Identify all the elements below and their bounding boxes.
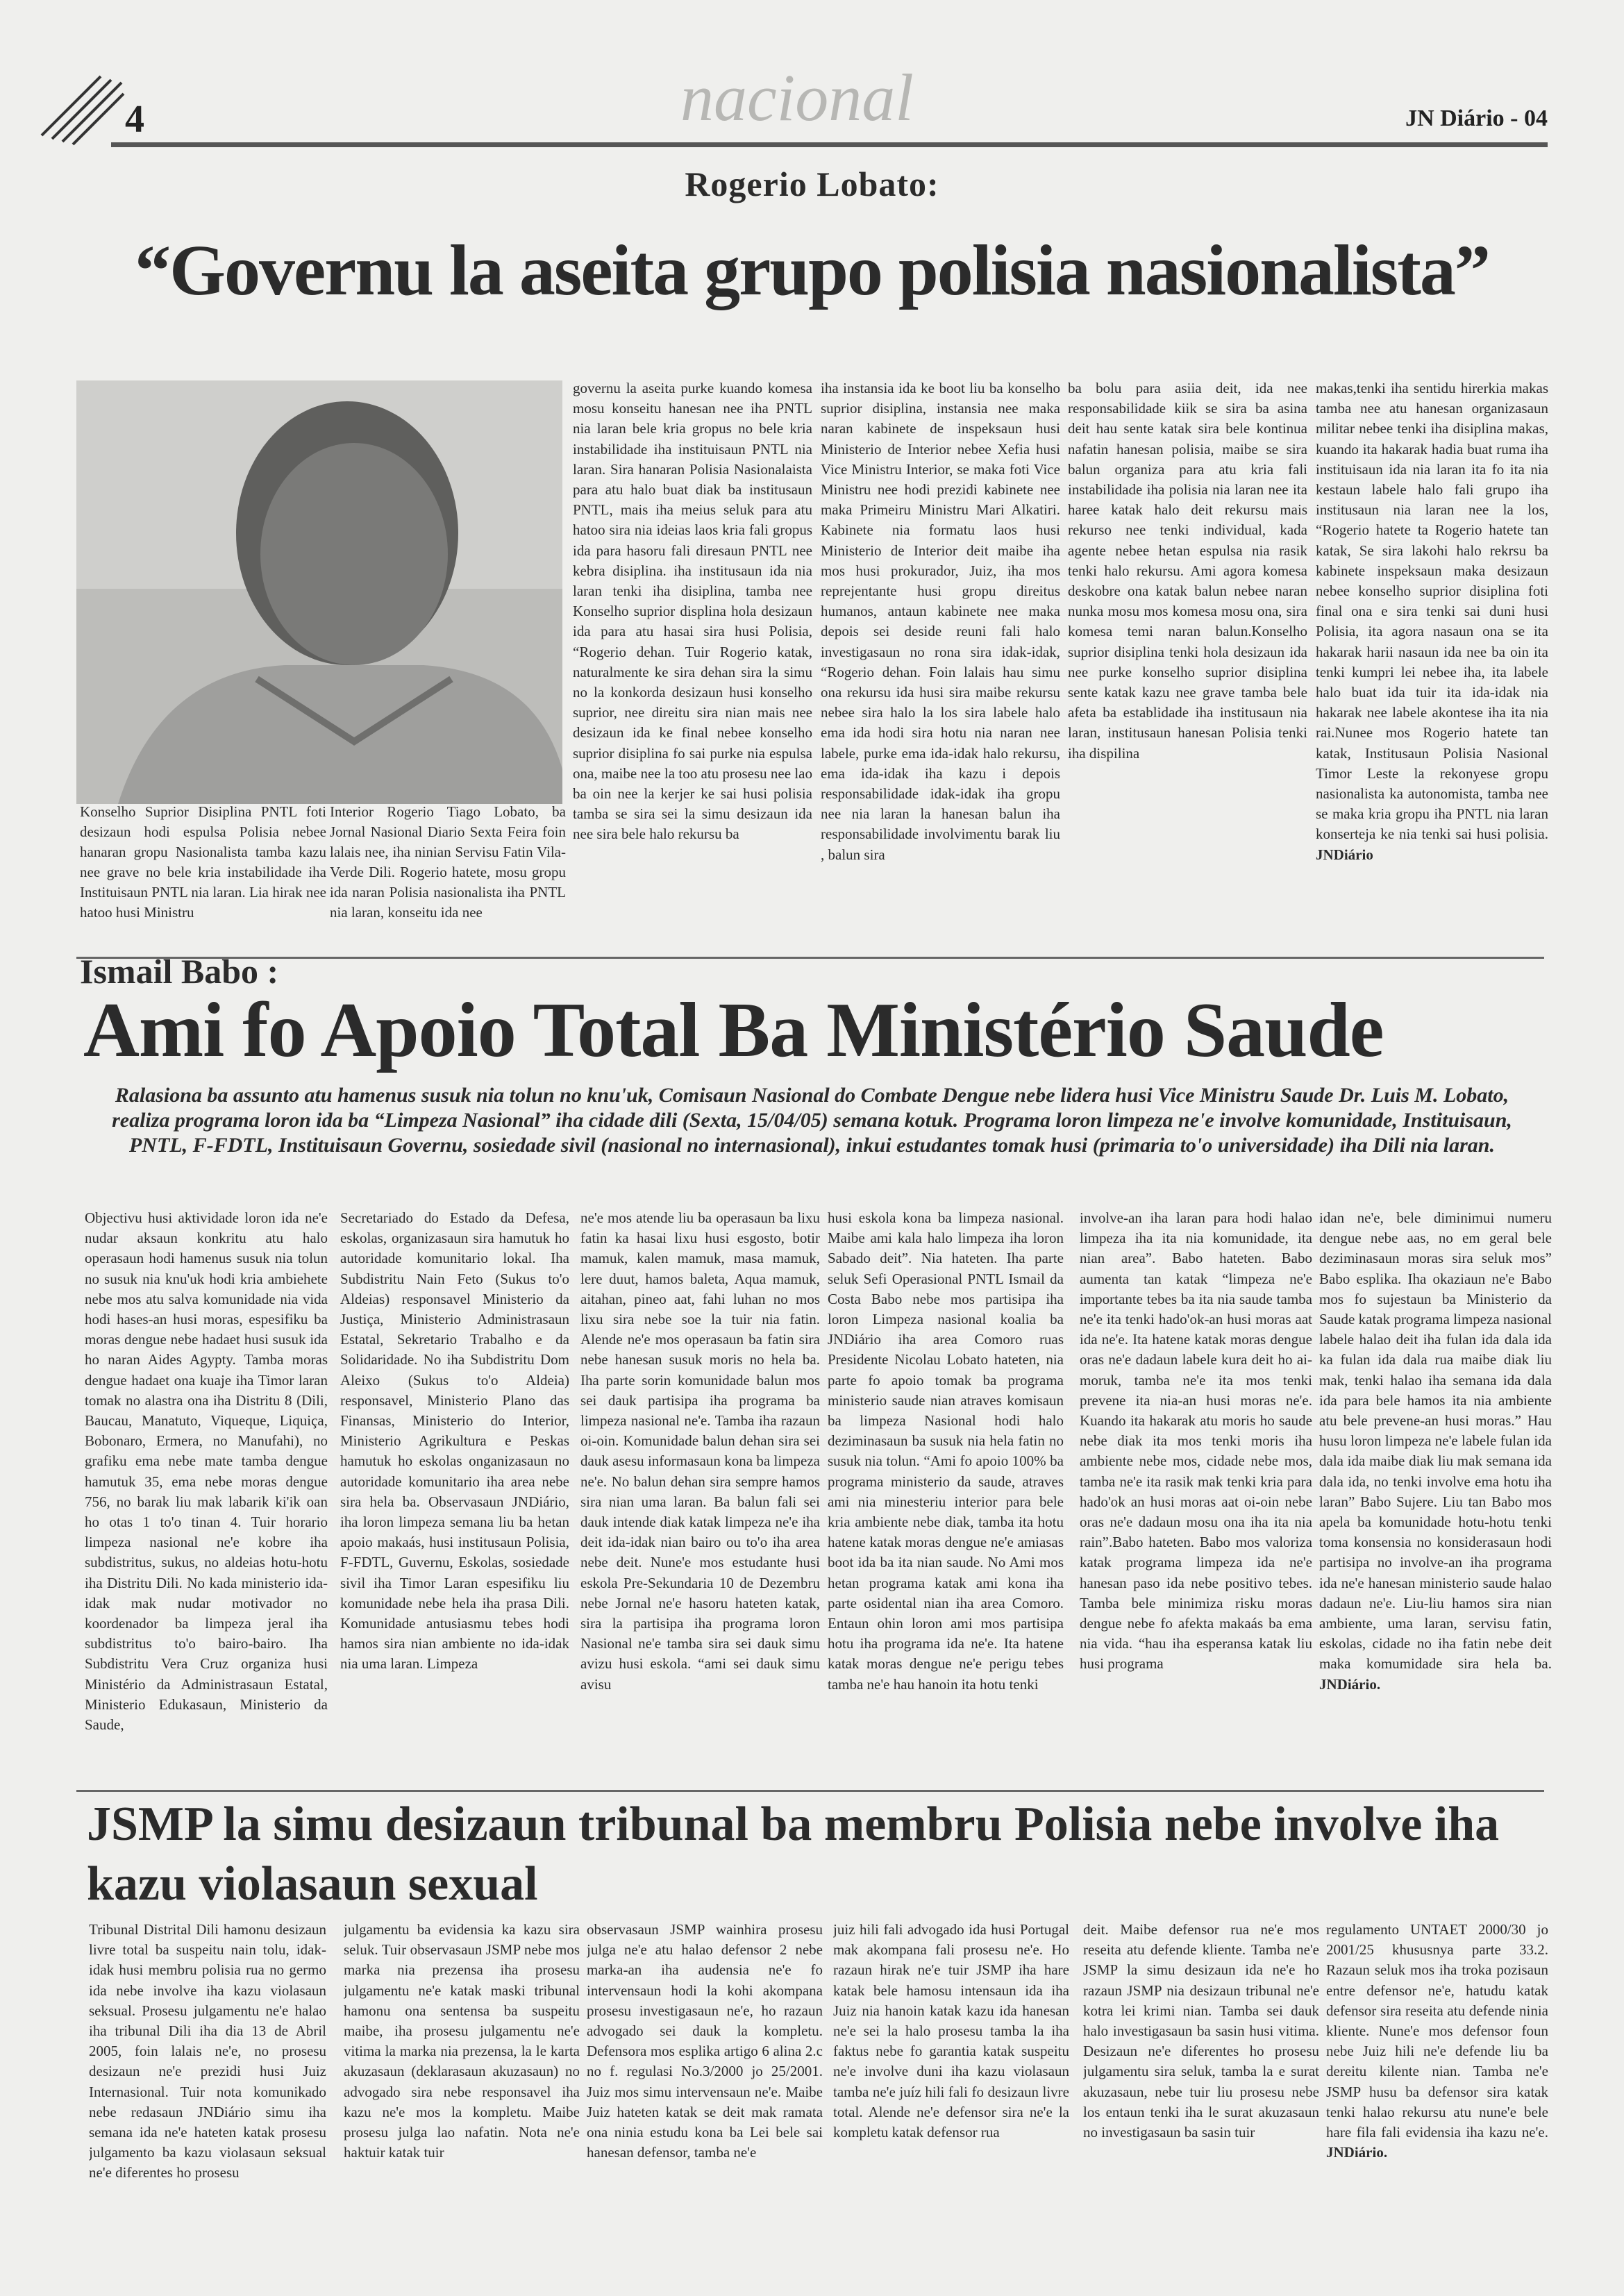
story2-column-6-text: idan ne'e, bele diminimui numeru dengue nebe aas, no em geral bele deziminasaun moras sira seluk mos” Babo esplika. Iha okaziaun ne'e Babo mos fo sujestaun ba Ministerio da Saude katak programa limpeza nasional labele halao deit iha fulan ida dala ida ka fulan ida dala rua maibe diak liu mak, tenki halao iha semana ida dala ida para bele hamos ita nia ambiente atu bele prevene-an husi moras.” Hau husu loron limpeza ne'e labele fulan ida dala ida maibe diak liu mak semana ida dala ida, no tenki involve ema hotu iha laran” Babo Sujere. Liu tan Babo mos apela ba komunidade hotu-hotu tenki toma konsensia no konsiderasaun hodi partisipa no involve-an iha programa ida ne'e hanesan ministerio saude halao dadaun ne'e. Liu-liu hamos sira nian ambiente, uma laran, servisu fatin, eskolas, cidade no iha fatin nebe deit maka komumidade sira hela ba. bbox=[1319, 1209, 1552, 1673]
portrait-photo bbox=[76, 380, 562, 804]
story3-column-1: Tribunal Distrital Dili hamonu desizaun livre total ba suspeitu nain tolu, idak-idak husi membru polisia rua no germo ida nebe involve iha kazu violasaun seksual. Prosesu julgamentu ne'e halao iha tribunal Dili iha dia 13 de Abril 2005, foin lalais ne'e, no prosesu desizaun ne'e prezidi husi Juiz Internasional. Tuir nota komunikado nebe redasaun JNDiário simu iha semana ida ne'e hateten katak prosesu julgamento ba kazu violasaun seksual ne'e diferentes ho prosesu bbox=[89, 1921, 326, 2181]
story1-headline: “Governu la aseita grupo polisia nasionalista” bbox=[135, 231, 1489, 310]
photo-caption-col2: Interior Rogerio Tiago Lobato, ba Jornal Nasional Diario Sexta Feira foin lalais nee, iha ninian Servisu Fatin Vila-Verde Dili. Rogerio hatete, mosu gropu ida naran Polisia nasionalista iha PNTL nia laran, konseitu ida nee bbox=[330, 803, 566, 921]
story1-column-3: ba bolu para asiia deit, ida nee responsabilidade kiik se sira ba asina deit hau sente katak sira bele kontinua nafatin hanesan polisia, maibe se sira balun organiza para atu kria fali instabilidade iha polisia nia laran nee ita haree katak halo deit rekursu mais rekurso nee tenki individual, kada agente nebee hetan espulsa nia rasik tenki halo rekursu. Ami agora komesa deskobre ona katak balun nebee naran nunka mosu mos komesa mosu ona, sira komesa temi naran balun.Konselho suprior disiplina tenki hola desizaun ida nee purke konselho suprior disiplina sente katak kazu nee grave tamba bele afeta ba establidade iha institusaun nia laran, institusaun hanesan Polisia tenki iha dispilina bbox=[1068, 380, 1307, 762]
story2-column-5: involve-an iha laran para hodi halao limpeza iha ita nia komunidade, ita nian area”. Babo hateten. Babo aumenta tan katak “limpeza ne'e importante tebes ba ita nia saude tamba ne'e ita tenki hado'ok-an husi moras aat ida ne'e. Ita hatene katak moras dengue oras ne'e dadaun labele kura deit ho ai-moruk, tamba ne'e ita mos tenki prevene ita nia-an husi moras ne'e. Kuando ita hakarak atu moris ho saude nebe diak ita mos tenki moris iha ambiente nebe mos, cidade nebe mos, tamba ne'e ita rasik mak tenki kria para hado'ok an husi moras aat oi-oin nebe oras ne'e dadaun mosu ona iha ita nia rain”.Babo hateten. Babo mos valoriza katak programa limpeza ida ne'e hanesan paso ida nebe positivo tebes. Tamba bele minimiza risku moras dengue nebe fo afekta makaás ba ema nia vida. “hau iha esperansa katak liu husi programa bbox=[1080, 1209, 1312, 1673]
story2-column-2: Secretariado do Estado da Defesa, eskolas, organizasaun sira hamutuk ho autoridade komunitario lokal. Iha Subdistritu Nain Feto (Sukus to'o Aldeias) responsavel Ministerio da Justiça, Ministerio Administrasaun Estatal, Sekretario Trabalho e da Solidaridade. No iha Subdistritu Dom Aleixo (Sukus to'o Aldeia) responsavel, Ministerio Plano das Finansas, Ministerio do Interior, Ministerio Agrikultura e Peskas hamutuk ho eskolas onganizasaun no autoridade komunitario iha area nebe sira hela ba. Observasaun JNDiário, iha loron limpeza semana liu ba hetan apoio makaás, husi institusaun Polisia, F-FDTL, Guvernu, Eskolas, sosiedade sivil iha Timor Laran espesifiku liu komunidade nebe hela iha prasa Dili. Komunidade antusiasmu tebes hodi hamos sira nian ambiente no ida-idak nia uma laran. Limpeza bbox=[340, 1209, 569, 1673]
story1-signature: JNDiário bbox=[1316, 846, 1373, 863]
story3-column-4: juiz hili fali advogado ida husi Portugal mak akompana fali prosesu ne'e. Ho razaun hirak ne'e tuir JSMP iha hare katak bele hamosu intensaun ida iha Juiz nia hanoin katak kazu ida hanesan ne'e sei la halo prosesu tamba la iha faktus nebe fo garantia katak suspeitu ne'e involve duni iha kazu violasaun tamba ne'e juíz hili fali fo desizaun livre total. Alende ne'e defensor sira ne'e la kompletu katak defensor rua bbox=[833, 1921, 1069, 2141]
story1-column-4-text: makas,tenki iha sentidu hirerkia makas tamba nee atu hanesan organizasaun militar nebee tenki iha disiplina makas, kuando ita hakarak hadia buat ruma iha instituisaun ida nia laran ita fo ita nia kestaun labele halo fali grupo iha institusaun nia laran nee la los, “Rogerio hatete ta Rogerio hatete tan katak, Se sira lakohi halo rekrsu ba kabinete inspeksaun maka desizaun nebee konselho suprior disiplina foti final ona e sira tenki sai duni husi Polisia, ita agora nasaun ona se ita hakarak harii nasaun ida nee ba oin ita tenki kumpri lei nebee iha, ita labele halo buat ida tuir ita ida-idak nia hakarak nee labele akontese iha ita nia rai.Nunee mos Rogerio hatete tan katak, Institusaun Polisia Nasional Timor Leste la rekonyese gropu nasionalista ka autonomista, tamba nee se maka kria gropu iha PNTL nia laran konserteja ke nia tenki sai husi polisia. bbox=[1316, 380, 1548, 843]
story2-headline: Ami fo Apoio Total Ba Ministério Saude bbox=[83, 987, 1384, 1073]
story3-column-2: julgamentu ba evidensia ka kazu sira seluk. Tuir observasaun JSMP nebe mos marka nia prezensa iha prosesu julgamentu ne'e katak maski tribunal hamonu ona sentensa ba suspeitu maibe, iha prosesu julgamentu ne'e vitima la marka nia prezensa, la le karta akuzasaun (deklarasaun akuzasaun) no advogado sira nebe responsavel iha kazu ne'e mos la kompletu. Maibe prosesu julga lao nafatin. Nota ne'e haktuir katak tuir bbox=[344, 1921, 580, 2161]
story3-rule bbox=[76, 1790, 1544, 1792]
story1-column-2: iha instansia ida ke boot liu ba konselho suprior disiplina, instansia nee maka naran kabinete de inspeksaun husi Ministerio de Interior nebee Xefia husi Vice Ministru Interior, se maka foti Vice Ministru nee hodi prezidi kabinete nee maka Primeiru Ministru Mari Alkatiri. Kabinete nia formatu laos husi Ministerio de Interior deit maibe iha mos husi prokurador, Juiz, iha mos reprejentante husi gropu direitus humanos, antaun kabinete nee maka depois sei deside reuni fali halo investigasaun no rona sira idak-idak, “Rogerio dehan. Foin lalais hau simu ona rekursu ida husi sira maibe rekursu nebee sira halo la los sira labele halo ema ida hodi sira hotu nia naran nee labele, purke ema ida-idak halo rekursu, ema ida-idak iha kazu i depois responsabilidade idak-idak iha gropu nee nia laran la hanesan balun iha responsabilidade involvimentu barak liu , balun sira bbox=[821, 380, 1060, 863]
story2-signature: JNDiário. bbox=[1319, 1675, 1381, 1693]
story2-rule bbox=[76, 957, 1544, 959]
section-title: nacional bbox=[680, 60, 914, 135]
header-rule bbox=[111, 142, 1548, 147]
stripes-logo-icon bbox=[35, 69, 125, 146]
story2-column-4: husi eskola kona ba limpeza nasional. Maibe ami kala halo limpeza iha loron Sabado deit”. Nia hateten. Iha parte seluk Sefi Operasional PNTL Ismail da Costa Babo nebe mos partisipa iha loron Limpeza nasional koalia ba JNDiário iha area Comoro ruas Presidente Nicolau Lobato hateten, nia parte fo apoio tomak ba programa ministerio saude nian atraves komisaun ba limpeza Nasional hodi halo deziminasaun ba susuk nia hela fatin no susuk nia tolun. “Ami fo apoio 100% ba programa ministerio da saude, atraves ami nia minesteriu interior para bele kria ambiente nebe diak, tamba ita hotu hatene katak moras dengue ne'e amiasas boot ida ba ita nian saude. No Ami mos hetan programa katak ami kona iha parte osidental nian iha area Comoro. Entaun ohin loron ami mos partisipa hotu iha programa ida ne'e. Ita hatene katak moras dengue ne'e perigu tebes tamba ne'e hau hanoin ita hotu tenki bbox=[828, 1209, 1064, 1693]
story2-column-3: ne'e mos atende liu ba operasaun ba lixu fatin ka hasai lixu husi esgosto, botir mamuk, kalen mamuk, masa mamuk, lere duut, hamos baleta, Aqua mamuk, aitahan, pineo aat, fahi luhan no mos lixu sira nebe soe la tuir nia fatin. Alende ne'e mos operasaun ba fatin sira nebe hanesan susuk moris no hela ba. Iha parte sorin komunidade balun mos sei dauk partisipa iha programa ba limpeza nasional ne'e. Tamba iha razaun oi-oin. Komunidade balun dehan sira sei dauk asesu informasaun kona ba limpeza ne'e. No balun dehan sira sempre hamos sira nian uma laran. Ba balun fali sei dauk intende diak katak limpeza ne'e iha deit ida-idak nian bairo ou to'o iha area nebe deit. Nune'e mos estudante husi eskola Pre-Sekundaria 10 de Dezembru nebe Jornal ne'e hasoru hateten katak, sira la partisipa iha programa loron Nasional ne'e tamba sira sei dauk simu avizu husi eskola. “ami sei dauk simu avisu bbox=[580, 1209, 820, 1693]
story2-kicker: Ismail Babo : bbox=[80, 952, 279, 991]
portrait-illustration bbox=[76, 380, 562, 804]
story2-lead: Ralasiona ba assunto atu hamenus susuk nia tolun no knu'uk, Comisaun Nasional do Combate Dengue nebe lidera husi Vice Ministru Saude Dr. Luis M. Lobato, realiza programa loron ida ba “Limpeza Nasional” iha cidade dili (Sexta, 15/04/05) semana kotuk. Programa loron limpeza ne'e involve komunidade, Instituisaun, PNTL, F-FDTL, Instituisaun Governu, sosiedade sivil (nasional no internasional), inkui estudantes tomak husi (primaria to'o universidade) iha Dili nia laran. bbox=[112, 1084, 1512, 1157]
story1-kicker: Rogerio Lobato: bbox=[685, 165, 939, 203]
story3-column-3: observasaun JSMP wainhira prosesu julga ne'e atu halao defensor 2 nebe marka-an iha audensia ne'e fo intervensaun hodi la kohi akompana prosesu investigasaun ne'e, ho razaun advogado sei dauk la kompletu. Defensora mos esplika artigo 6 alina 2.c no f. regulasi No.3/2000 jo 25/2001. Juiz mos simu intervensaun ne'e. Maibe Juiz hateten katak se deit mak ramata ona ninia estudu kona ba Lei bele sai hanesan defensor, tamba ne'e bbox=[587, 1921, 823, 2161]
story3-column-5: deit. Maibe defensor rua ne'e mos reseita atu defende kliente. Tamba ne'e JSMP la simu desizaun ida ne'e ho razaun JSMP nia desizaun tribunal ne'e kotra lei krimi nian. Tamba sei dauk halo investigasaun ba sasin husi vitima. Desizaun ne'e diferentes ho prosesu julgamentu sira seluk, tamba la e surat akuzasaun, nebe tuir liu prosesu nebe los entaun tenki iha le surat akuzasaun no investigasaun ba sasin tuir bbox=[1083, 1921, 1319, 2141]
story2-column-1: Objectivu husi aktividade loron ida ne'e nudar aksaun konkritu atu halo operasaun hodi hamenus susuk nia tolun no susuk nia knu'uk hodi kria ambiehete nebe mos atu salva komunidade nia vida hodi hases-an husi moras, espesifiku ba moras dengue nebe hadaet husi susuk ida ho naran Aides Agypty. Tamba moras dengue hadaet ona kuaje iha Timor laran tomak no alastra ona iha Distritu 8 (Dili, Baucau, Manatuto, Viqueque, Liquiça, Bobonaro, Ermera, no Manufahi), no grafiku ema nebe mate tamba dengue hamutuk 35, ema nebe moras dengue 756, no barak liu mak labarik ki'ik oan ho otas 1 to'o tinan 4. Tuir horario limpeza nasional ne'e kobre iha subdistritus, sukus, no aldeias hotu-hotu iha Distritu Dili. No kada ministerio ida-idak mak nudar motivador no koordenador ba limpeza jeral iha subdistritus to'o bairo-bairo. Iha Subdistritu Vera Cruz organiza husi Ministério da Administrasaun Estatal, Ministerio Edukasaun, Ministerio da Saude, bbox=[85, 1209, 328, 1734]
story1-column-4 bbox=[1316, 378, 1548, 944]
story3-column-6 bbox=[1326, 1920, 1548, 2211]
story1-column-1: governu la aseita purke kuando komesa mosu konseitu hanesan nee iha PNTL nia laran bele kria gropus no bele kria instabilidade iha instituisaun PNTL nia laran. Sira hanaran Polisia Nasionalaista para atu halo buat diak ba institusaun PNTL, mais iha meius seluk para atu hatoo sira nia ideias laos kria fali gropus ida para hasoru fali diresaun PNTL nee kebra disiplina. iha institusaun ida nia laran tenki iha disiplina, tamba nee Konselho suprior displina hola desizaun ida para atu hasai sira husi Polisia, “Rogerio dehan. Tuir Rogerio katak, naturalmente ke sira dehan sira la simu no la konkorda desizaun husi konselho suprior, nee direitu sira nian mais nee desizaun ida ke final nebee konselho suprior disiplina fo sai purke nia espulsa ona, maibe nee la too atu prosesu nee lao ba oin nee la kerjer ke sai husi polisia tamba se sira sei la simu desizaun ida nee sira bele halo rekursu ba bbox=[573, 380, 812, 843]
story3-column-6-text: regulamento UNTAET 2000/30 jo 2001/25 khususnya parte 33.2. Razaun seluk mos iha troka pozisaun entre defensor ne'e, hatudu katak defensor sira reseita atu defende ninia kliente. Nune'e mos defensor foun nebe Juiz hili ne'e defende liu ba dereitu kilente nian. Tamba ne'e JSMP husu ba defensor sira katak tenki halao rekursu atu nune'e bele hare fila fali evidensia iha kazu ne'e. bbox=[1326, 1921, 1548, 2141]
photo-caption-col1: Konselho Suprior Disiplina PNTL foti desizaun hodi espulsa Polisia nebee hanaran gropu Nasionalista tamba kazu nee grave no bele kria instabilidade iha Instituisaun PNTL nia laran. Lia hirak nee hatoo husi Ministru bbox=[80, 803, 326, 921]
page-number: 4 bbox=[125, 98, 144, 141]
story3-signature: JNDiário. bbox=[1326, 2144, 1388, 2161]
story2-column-6 bbox=[1319, 1208, 1552, 1784]
issue-label: JN Diário - 04 bbox=[1405, 106, 1548, 131]
story3-headline: JSMP la simu desizaun tribunal ba membru Polisia nebe involve iha kazu violasaun sexual bbox=[87, 1798, 1500, 1911]
